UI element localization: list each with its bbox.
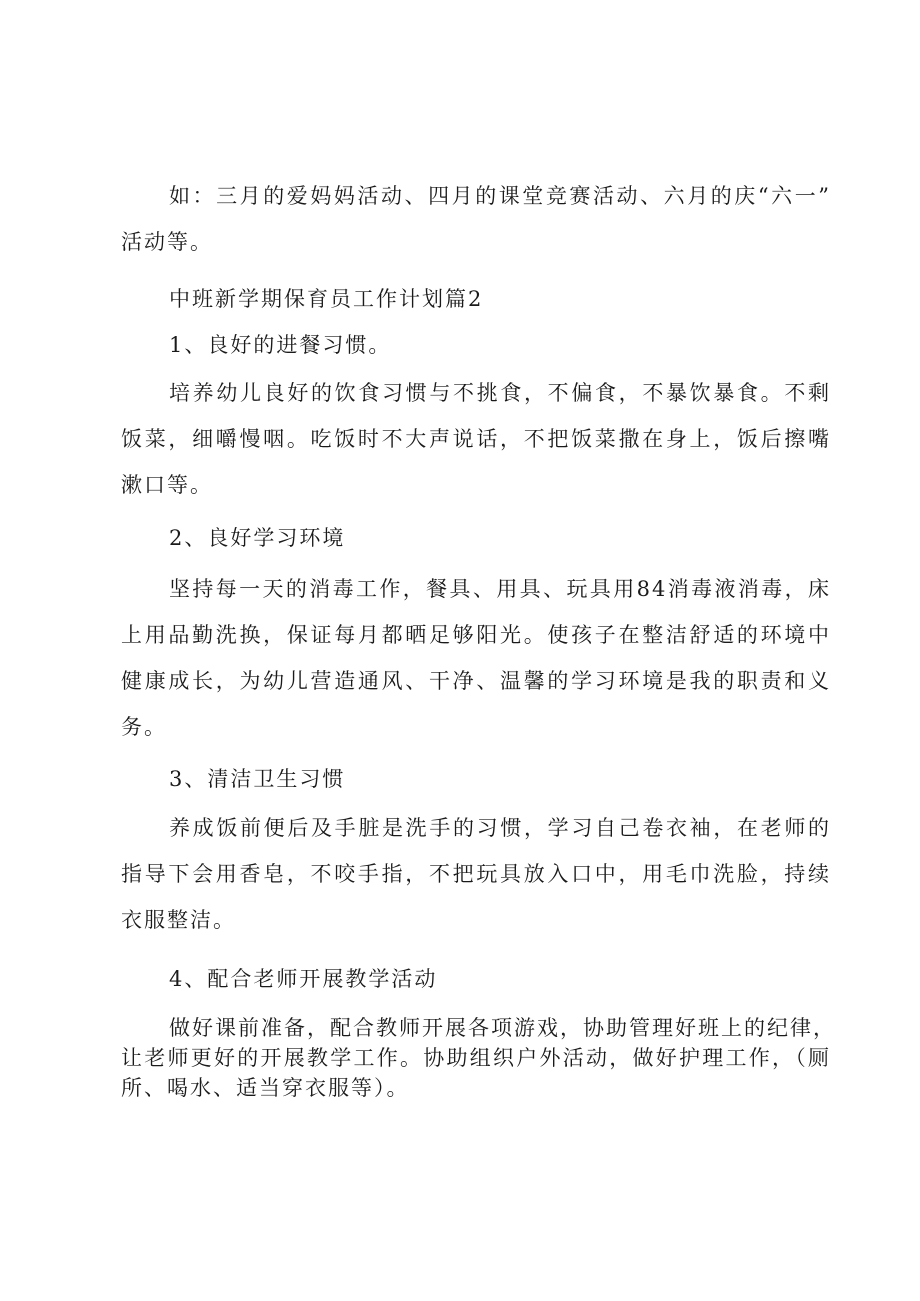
paragraph-line: 培养幼儿良好的饮食习惯与不挑食，不偏食，不暴饮暴食。不剩 xyxy=(169,381,831,405)
paragraph-line: 饭菜，细嚼慢咽。吃饭时不大声说话，不把饭菜撒在身上，饭后擦嘴 xyxy=(121,427,831,451)
paragraph-line: 做好课前准备，配合教师开展各项游戏，协助管理好班上的纪律， xyxy=(169,1016,836,1040)
paragraph-line: 务。 xyxy=(121,715,167,739)
paragraph-line: 如：三月的爱妈妈活动、四月的课堂竞赛活动、六月的庆“六一” xyxy=(169,184,831,208)
section-body-2 xyxy=(121,566,831,750)
paragraph-line: 让老师更好的开展教学工作。协助组织户外活动，做好护理工作，（厕 xyxy=(121,1046,831,1070)
paragraph-line: 指导下会用香皂，不咬手指，不把玩具放入口中，用毛巾洗脸，持续 xyxy=(121,862,831,886)
paragraph-line: 健康成长，为幼儿营造通风、干净、温馨的学习环境是我的职责和义 xyxy=(121,669,831,693)
section-heading-2: 2、良好学习环境 xyxy=(169,526,346,550)
section-body-3 xyxy=(121,805,831,943)
section-body-4 xyxy=(121,1013,836,1103)
paragraph-line: 衣服整洁。 xyxy=(121,908,236,932)
paragraph-line: 坚持每一天的消毒工作，餐具、用具、玩具用84消毒液消毒，床 xyxy=(169,577,831,601)
section-heading-3: 3、清洁卫生习惯 xyxy=(169,767,346,791)
paragraph-line: 养成饭前便后及手脏是洗手的习惯，学习自己卷衣袖，在老师的 xyxy=(169,816,831,840)
paragraph-line: 上用品勤洗换，保证每月都晒足够阳光。使孩子在整洁舒适的环境中 xyxy=(121,623,831,647)
section-body-1 xyxy=(121,370,831,508)
paragraph-line: 所、喝水、适当穿衣服等）。 xyxy=(121,1076,410,1100)
paragraph-line: 漱口等。 xyxy=(121,473,213,497)
paragraph-line: 活动等。 xyxy=(121,230,213,254)
section-heading-4: 4、配合老师开展教学活动 xyxy=(169,967,438,991)
section-heading-1: 1、良好的进餐习惯。 xyxy=(169,333,392,357)
document-title: 中班新学期保育员工作计划篇2 xyxy=(169,287,484,311)
intro-paragraph xyxy=(121,173,831,265)
